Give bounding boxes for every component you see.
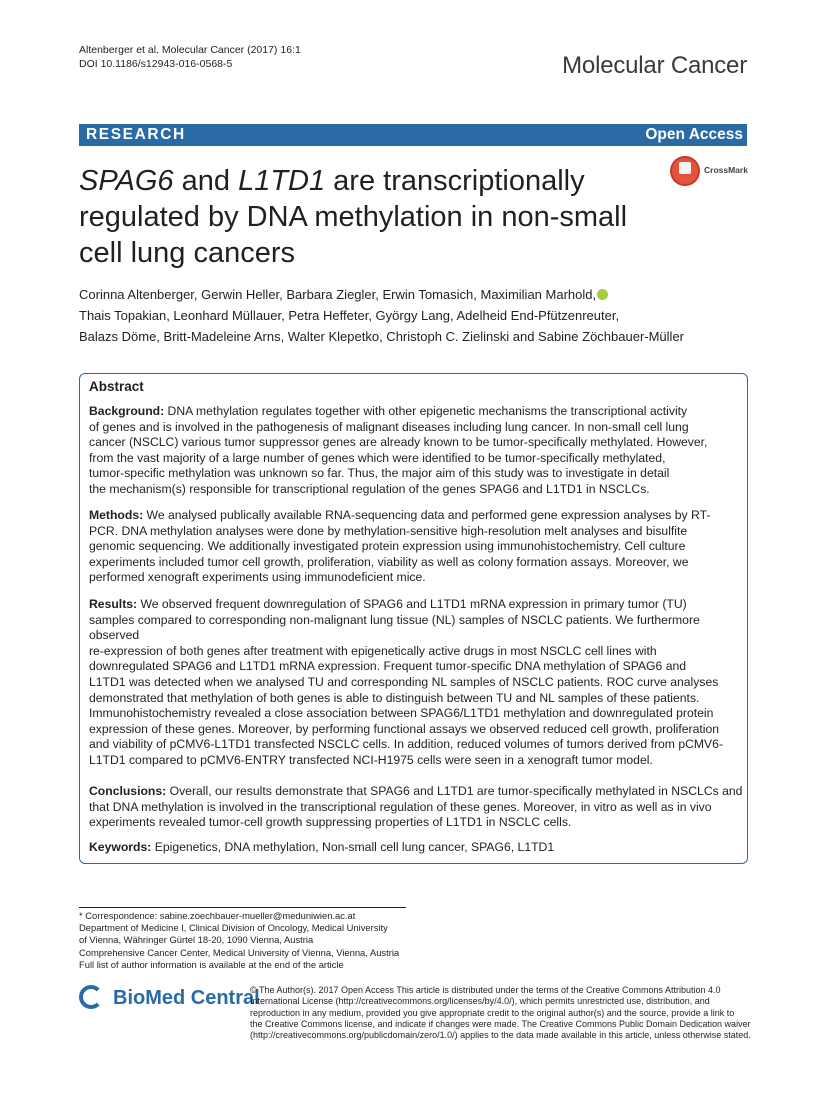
authors-line-1: Corinna Altenberger, Gerwin Heller, Barbara Ziegler, Erwin Tomasich, Maximilian Marhold, bbox=[79, 284, 759, 305]
correspondence-footnote bbox=[79, 910, 409, 971]
article-type-label: RESEARCH bbox=[86, 126, 186, 143]
citation-line: Altenberger et al. Molecular Cancer (2017) 16:1 bbox=[79, 44, 301, 56]
abstract-conclusions: Conclusions: Overall, our results demonstrate that SPAG6 and L1TD1 are tumor-specifically methylated in NSCLCs and that DNA methylation is involved in the transcriptional regulation of these genes. Moreover, in vitro as well as in vivo experiments revealed tumor-cell growth suppressing properties of L1TD1 in NSCLC cells. bbox=[89, 784, 743, 830]
authors-line-2: Thais Topakian, Leonhard Müllauer, Petra Heffeter, György Lang, Adelheid End-Pfützenreuter, bbox=[79, 308, 620, 323]
abstract-keywords: Keywords: Epigenetics, DNA methylation, Non-small cell lung cancer, SPAG6, L1TD1 bbox=[89, 840, 555, 854]
biomed-central-icon bbox=[79, 985, 103, 1009]
abstract-methods: Methods: We analysed publically available RNA-sequencing data and performed gene expression analyses by RT- PCR. DNA methylation analyses were done by methylation-sensitive high-resolution melt analyses and bisulfite genomic sequencing. We additionally investigated protein expression using immunohistochemistry. Cell culture experiments included tumor cell growth, proliferation, viability as well as colony formation assays. Moreover, we performed xenograft experiments using immunodeficient mice. bbox=[89, 508, 711, 585]
footnote-divider bbox=[79, 907, 406, 908]
author-list bbox=[79, 284, 759, 347]
citation-info bbox=[79, 43, 301, 71]
open-access-label: Open Access bbox=[645, 126, 743, 143]
affiliation-1-cont: of Vienna, Währinger Gürtel 18-20, 1090 Vienna, Austria bbox=[79, 934, 314, 946]
abstract-results: Results: We observed frequent downregulation of SPAG6 and L1TD1 mRNA expression in primary tumor (TU) samples compared to corresponding non-malignant lung tissue (NL) samples of NSCLC patients. We furthermore observed re-expression of both genes after treatment with epigenetically active drugs in most NSCLC cell lines with downregulated SPAG6 and L1TD1 mRNA expression. Frequent tumor-specific DNA methylation of SPAG6 and L1TD1 was detected when we analysed TU and corresponding NL samples of NSCLC patients. ROC curve analyses demonstrated that methylation of both genes is able to distinguish between TU and NL samples of these patients. Immunohistochemistry revealed a close association between SPAG6/L1TD1 methylation and downregulated protein expression of these genes. Moreover, by performing functional assays we observed reduced cell growth, proliferation and viability of pCMV6-L1TD1 transfected NSCLC cells. In addition, reduced volumes of tumors derived from pCMV6- L1TD1 compared to pCMV6-ENTRY transfected NCI-H1975 cells were seen in a xenograft tumor model. bbox=[89, 597, 724, 767]
article-type-banner bbox=[79, 124, 747, 146]
abstract-heading: Abstract bbox=[89, 379, 144, 394]
orcid-icon[interactable] bbox=[597, 289, 608, 300]
crossmark-label: CrossMark bbox=[704, 165, 748, 175]
crossmark-badge[interactable] bbox=[670, 156, 760, 186]
author-info-note: Full list of author information is available at the end of the article bbox=[79, 958, 344, 970]
authors-line-3: Balazs Döme, Britt-Madeleine Arns, Walter Klepetko, Christoph C. Zielinski and Sabine Zöchbauer-Müller bbox=[79, 329, 685, 344]
doi-line: DOI 10.1186/s12943-016-0568-5 bbox=[79, 58, 233, 70]
crossmark-icon bbox=[670, 156, 700, 186]
license-statement: © The Author(s). 2017 Open Access This article is distributed under the terms of the Creative Commons Attribution 4.0 International License (http://creativecommons.org/licenses/by/4.0/), which permits unrestricted use, distribution, and reproduction in any medium, provided you give appropriate credit to the original author(s) and the source, provide a link to the Creative Commons license, and indicate if changes were made. The Creative Commons Public Domain Dedication waiver (http://creativecommons.org/publicdomain/zero/1.0/) applies to the data made available in this article, unless otherwise stated. bbox=[250, 985, 751, 1041]
article-title bbox=[79, 163, 669, 271]
publisher-name: BioMed Central bbox=[113, 987, 260, 1009]
biomed-central-logo bbox=[79, 983, 260, 1019]
affiliation-1: Department of Medicine I, Clinical Division of Oncology, Medical University bbox=[79, 922, 388, 934]
title-line-1: SPAG6 and L1TD1 are transcriptionally bbox=[79, 165, 585, 197]
journal-name: Molecular Cancer bbox=[562, 52, 747, 79]
affiliation-2: Comprehensive Cancer Center, Medical University of Vienna, Vienna, Austria bbox=[79, 946, 400, 958]
title-line-2: regulated by DNA methylation in non-small bbox=[79, 201, 628, 233]
abstract-background: Background: DNA methylation regulates together with other epigenetic mechanisms the transcriptional activity of genes and is involved in the pathogenesis of malignant diseases including lung cancer. In non-small cell lung cancer (NSCLC) various tumor suppressor genes are already known to be tumor-specifically methylated. However, from the vast majority of a large number of genes which were identified to be tumor-specifically methylated, tumor-specific methylation was unknown so far. Thus, the major aim of this study was to investigate in detail the mechanism(s) responsible for transcriptional regulation of the genes SPAG6 and L1TD1 in NSCLCs. bbox=[89, 404, 708, 496]
title-line-3: cell lung cancers bbox=[79, 237, 295, 269]
correspondence-email[interactable]: * Correspondence: sabine.zoechbauer-mueller@meduniwien.ac.at bbox=[79, 910, 356, 921]
